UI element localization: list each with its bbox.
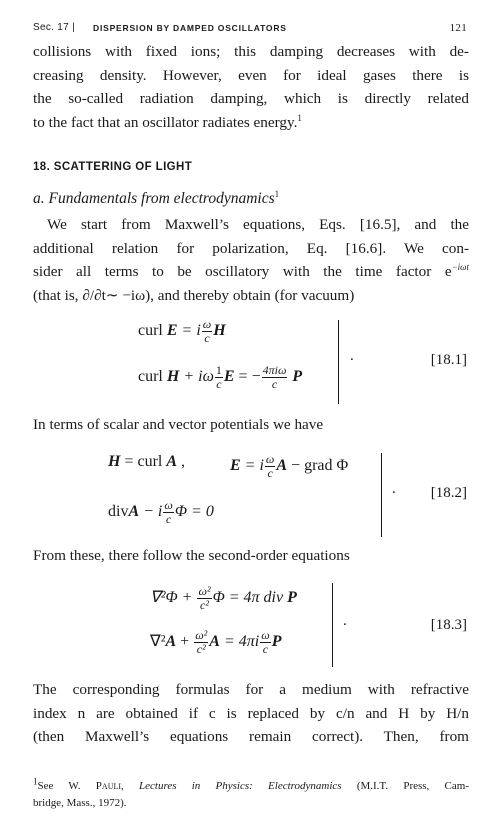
text-line: We start from Maxwell’s equations, Eqs. [16.5], and the (47, 216, 469, 233)
equation-line: E = i $\frac{\omega}{c}$ A − grad Φ (230, 452, 349, 480)
equation-line: curl H + iω $\frac{1}{c}$ E = − $\frac{\text{4πiω}}{c}$ P (138, 363, 303, 391)
intro-paragraph (33, 40, 469, 134)
paragraph-maxwell (33, 213, 469, 307)
period: . (350, 348, 354, 364)
equation-number: [18.1] (430, 352, 467, 368)
equation-line: ∇²A + $\frac{\text{ω²}}{\text{c²}}$ A = 4πi $\frac{\omega}{c}$ P (150, 628, 282, 656)
equation-line: H = curl A , (108, 453, 186, 470)
text-line: to the fact that an oscillator radiates energy.$^1$ (33, 112, 302, 131)
footnote-marker[interactable]: 1 (297, 112, 302, 123)
equation-line: ∇²Φ + $\frac{\text{ω²}}{\text{c²}}$ Φ = 4π div P (150, 584, 297, 612)
chapter-title: DISPERSION BY DAMPED OSCILLATORS (93, 23, 287, 33)
text-line: In terms of scalar and vector potentials we have (33, 416, 324, 433)
author-name: Pauli (95, 780, 122, 792)
fraction: $\frac{\omega}{c}$ (164, 498, 173, 526)
fraction: $\frac{\omega}{c}$ (265, 452, 275, 480)
footnote-number: 1 (33, 776, 38, 787)
equation-number: [18.3] (430, 617, 467, 633)
running-head (33, 22, 467, 36)
period: . (392, 481, 396, 497)
section-heading: 18. SCATTERING OF LIGHT (33, 161, 193, 173)
right-brace (338, 320, 339, 404)
subsection-heading: a. Fundamentals from electrodynamics$^1$ (33, 188, 280, 207)
equation-line: curl E = i $\frac{\omega}{c}$ H (138, 317, 226, 345)
footnote (33, 778, 469, 812)
text-line: the so-called radiation damping, which is directly related (33, 90, 469, 107)
equation-number: [18.2] (430, 485, 467, 501)
equation-line: divA − i $\frac{\omega}{c}$ Φ = 0 (108, 498, 214, 526)
footnote-line: $^1$See W. Pauli, Lectures in Physics: Electrodynamics (M.I.T. Press, Cam- (33, 776, 469, 792)
text-line: additional relation for polarization, Eq. [16.6]. We con- (33, 239, 469, 257)
fraction: $\frac{\omega}{c}$ (202, 317, 212, 345)
paragraph-potentials (33, 413, 469, 437)
text-line: The corresponding formulas for a medium with refractive (33, 681, 469, 698)
text-line: sider all terms to be oscillatory with the time factor $e^{-i\omega t}$ (33, 261, 469, 280)
paragraph-second-order (33, 544, 469, 568)
fraction: $\frac{\text{ω²}}{\text{c²}}$ (198, 584, 211, 612)
page-number: 121 (449, 22, 467, 34)
fraction: $\frac{\omega}{c}$ (261, 628, 270, 656)
section-reference: Sec. 17 | (33, 22, 75, 33)
fraction: $\frac{1}{c}$ (215, 363, 222, 391)
footnote-marker[interactable]: 1 (274, 188, 280, 199)
text-line: (that is, ∂/∂t∼ −iω), and thereby obtain (for vacuum) (33, 286, 355, 304)
paragraph-medium (33, 678, 469, 749)
right-brace (381, 453, 382, 537)
fraction: $\frac{\text{ω²}}{\text{c²}}$ (195, 628, 208, 656)
right-brace (332, 583, 333, 667)
text-line: collisions with fixed ions; this damping decreases with de- (33, 43, 469, 60)
text-line: (then Maxwell’s equations remain correct). Then, from (33, 728, 469, 745)
text-line: index n are obtained if c is replaced by c/n and H by H/n (33, 704, 469, 722)
footnote-line: bridge, Mass., 1972). (33, 797, 127, 809)
fraction: $\frac{\text{4πiω}}{c}$ (262, 363, 287, 391)
text-line: creasing density. However, even for ideal gases there is (33, 66, 469, 84)
text-line: From these, there follow the second-order equations (33, 547, 350, 564)
time-factor-exponent: −iωt (451, 261, 469, 272)
period: . (343, 613, 347, 629)
book-title: Lectures in Physics: Electrodynamics (139, 780, 342, 792)
